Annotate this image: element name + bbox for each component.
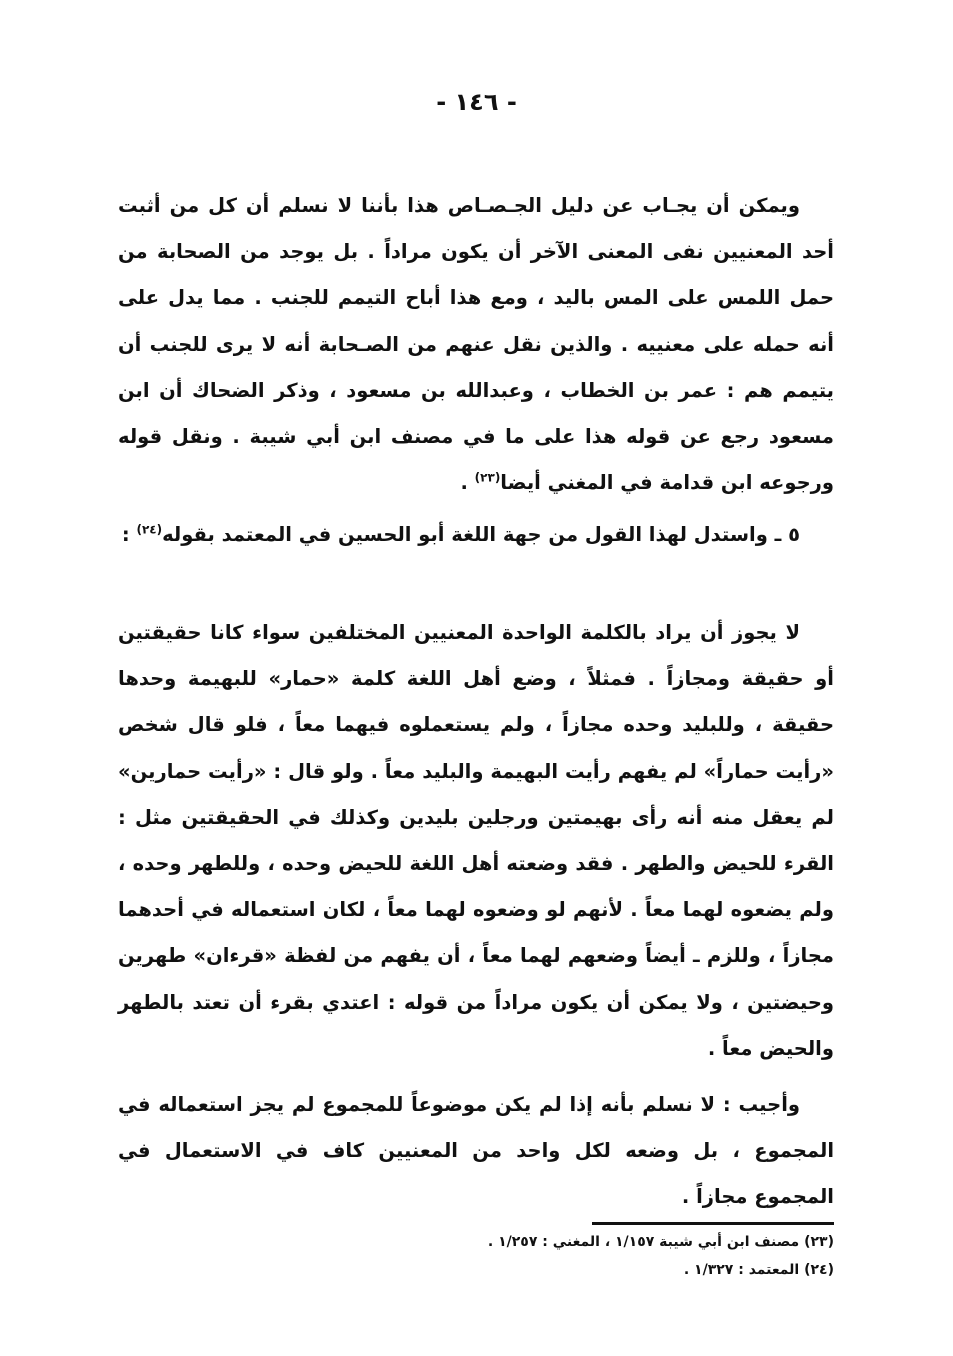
footnote-divider <box>592 1222 834 1225</box>
footnotes <box>118 1228 834 1284</box>
body-paragraph-1 <box>118 183 834 506</box>
answer-text: وأجيب : لا نسلم بأنه إذا لم يكن موضوعاً للمجموع لم يجز استعماله في المجموع ، بل وضعه لكل واحد من المعنيين كاف في الاستعمال في المجموع مجازاً . <box>118 1093 834 1209</box>
body-paragraph-2 <box>118 512 834 558</box>
footnote-24: (٢٤) المعتمد : ١/٣٢٧ . <box>683 1262 834 1278</box>
footnote-ref-24[interactable]: (٢٤) <box>136 522 163 537</box>
quote-text: لا يجوز أن يراد بالكلمة الواحدة المعنيين المختلفين سواء كانا حقيقتين أو حقيقة ومجازاً . فمثلاً ، وضع أهل اللغة كلمة «حمار» للبهيمة وحدها حقيقة ، وللبليد وحده مجازاً ، ولم يستعملوه فيهما معاً ، فلو قال شخص «رأيت حماراً» لم يفهم رأيت البهيمة والبليد معاً . ولو قال : «رأيت حمارين» لم يعقل منه أنه رأى بهيمتين ورجلين بليدين وكذلك في الحقيقتين مثل : القرء للحيض والطهر . فقد وضعته أهل اللغة للحيض وحده ، وللطهر وحده ، ولم يضعوه لهما معاً . لأنهم لو وضعوه لهما معاً ، لكان استعماله في أحدهما مجازاً ، وللزم ـ أيضاً وضعهم لهما معاً ، أن يفهم من لفظة «قرءان» طهرين وحيضتين ، ولا يمكن أن يكون مراداً من قوله : اعتدي بقرء أن تعتد بالطهر والحيض معاً . <box>118 621 834 1060</box>
quoted-passage <box>118 610 834 1072</box>
paragraph-1-end: . <box>460 471 475 495</box>
footnote-23: (٢٣) مصنف ابن أبي شيبة ١/١٥٧ ، المغني : ١/٢٥٧ . <box>487 1234 834 1250</box>
paragraph-1-text: ويمكن أن يجـاب عن دليل الجـصـاص هذا بأننا لا نسلم أن كل من أثبت أحد المعنيين نفى المعنى الآخر أن يكون مراداً . بل يوجد من الصحابة من حمل اللمس على المس باليد ، ومع هذا أباح التيمم للجنب . مما يدل على أنه حمله على معنييه . والذين نقل عنهم من الصـحابة أنه لا يرى للجنب أن يتيمم هم : عمر بن الخطاب ، وعبدالله بن مسعود ، وذكر الضحاك أن ابن مسعود رجع عن قوله هذا على ما في مصنف ابن أبي شيبة . ونقل قوله ورجوعه ابن قدامة في المغني أيضا <box>118 194 834 495</box>
paragraph-2-text: ٥ ـ واستدل لهذا القول من جهة اللغة أبو الحسين في المعتمد بقوله <box>162 523 800 546</box>
paragraph-2-end: : <box>121 523 137 546</box>
page-number: - ١٤٦ - <box>436 88 517 116</box>
footnote-ref-23[interactable]: (٢٣) <box>474 470 501 485</box>
answer-paragraph <box>118 1082 834 1221</box>
